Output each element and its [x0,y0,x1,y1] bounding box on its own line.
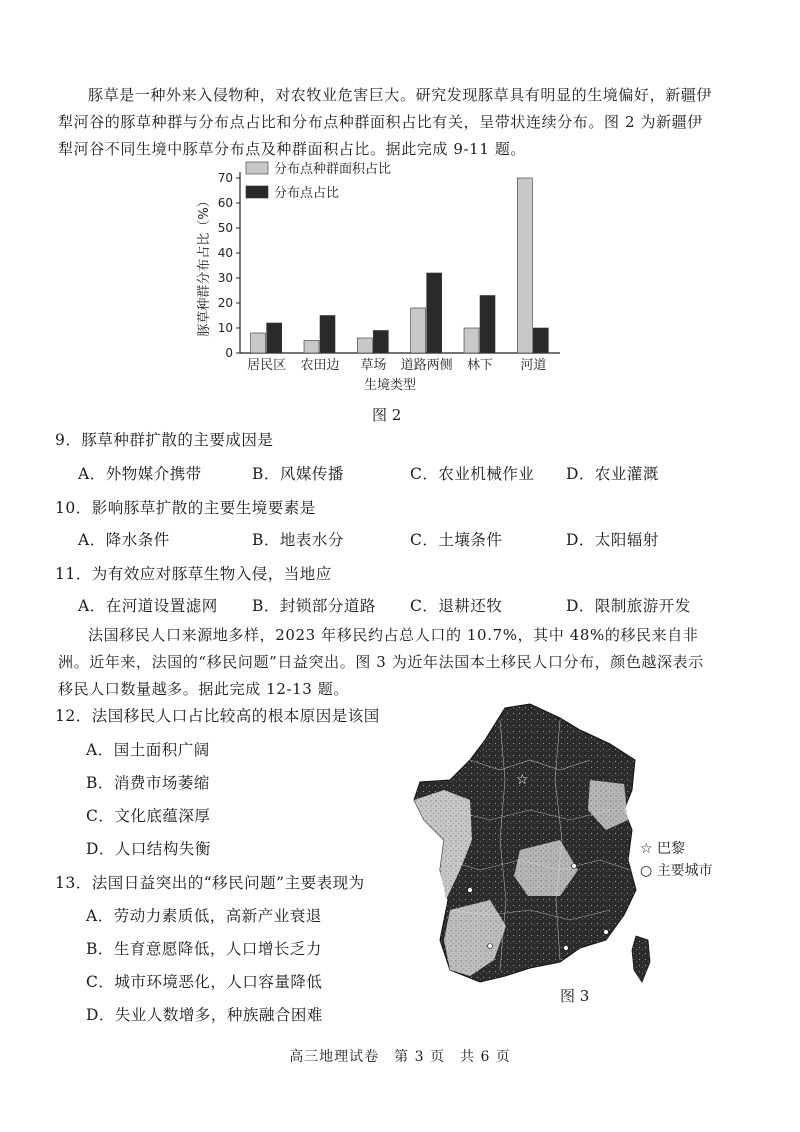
bar-area-share [411,308,426,353]
q10-option-d[interactable]: D．太阳辐射 [566,531,659,549]
q12-option-c[interactable]: C．文化底蕴深厚 [86,807,211,825]
q12-option-d[interactable]: D．人口结构失衡 [86,840,211,858]
page-footer: 高三地理试卷 第 3 页 共 6 页 [289,1049,511,1065]
q11-option-d[interactable]: D．限制旅游开发 [566,597,691,615]
q9-option-a[interactable]: A．外物媒介携带 [78,465,202,483]
figure-3-caption: 图 3 [560,987,590,1005]
question-11-stem: 11．为有效应对豚草生物入侵，当地应 [55,565,332,583]
corsica-shape [632,936,650,982]
question-9-stem: 9．豚草种群扩散的主要成因是 [55,431,274,449]
legend-label: 分布点占比 [274,186,340,201]
q13-option-d[interactable]: D．失业人数增多，种族融合困难 [86,1006,323,1024]
y-tick-label: 10 [217,321,233,335]
city-dot [564,946,569,951]
city-dot [572,864,577,869]
intro-text: 豚草是一种外来入侵物种，对农牧业危害巨大。研究发现豚草具有明显的生境偏好，新疆伊犁河谷的豚草种群与分布点占比和分布点种群面积占比有关，呈带状连续分布。图 2 为新疆伊犁河谷不同生境中豚草分布点及种群面积占比。据此完成 9-11 题。 [58,86,713,158]
bar-area-share [517,178,532,353]
intro-paragraph-ragweed [58,82,718,163]
bar-point-share [533,328,548,353]
bar-point-share [320,316,335,354]
city-dot [468,888,473,893]
ragweed-habitat-bar-chart [190,158,580,398]
bar-point-share [267,323,282,353]
question-12-stem: 12．法国移民人口占比较高的根本原因是该国 [55,707,380,725]
question-10-stem: 10．影响豚草扩散的主要生境要素是 [55,499,316,517]
circle-icon: ○ [640,863,653,879]
q13-option-b[interactable]: B．生育意愿降低，人口增长乏力 [86,940,322,958]
y-axis-title: 豚草种群分布占比（%） [197,194,212,337]
legend-swatch-points [246,186,268,198]
city-dot [488,944,493,949]
x-category-label: 河道 [520,358,547,373]
bar-area-share [464,328,479,353]
x-category-label: 农田边 [300,358,340,373]
q10-option-b[interactable]: B．地表水分 [252,531,344,549]
legend-paris-label: 巴黎 [657,841,686,857]
legend-label: 分布点种群面积占比 [274,162,392,177]
map-legend-paris [640,838,685,858]
q10-option-a[interactable]: A．降水条件 [78,531,170,549]
q12-option-a[interactable]: A．国土面积广阔 [86,741,210,759]
bar-point-share [480,296,495,354]
map-legend-city [640,860,713,880]
x-axis-title: 生境类型 [363,378,417,393]
intro-paragraph-france [58,622,718,703]
q9-option-c[interactable]: C．农业机械作业 [410,465,535,483]
bar-point-share [427,273,442,353]
q13-option-a[interactable]: A．劳动力素质低，高新产业衰退 [86,907,322,925]
q11-option-c[interactable]: C．退耕还牧 [410,597,503,615]
q13-option-c[interactable]: C．城市环境恶化，人口容量降低 [86,973,323,991]
q9-option-d[interactable]: D．农业灌溉 [566,465,659,483]
y-tick-label: 40 [217,246,233,260]
bar-area-share [357,338,372,353]
y-tick-label: 70 [217,171,233,185]
star-icon: ☆ [640,841,653,857]
x-category-label: 林下 [466,358,494,373]
y-tick-label: 20 [217,296,233,310]
y-tick-label: 30 [217,271,233,285]
city-dot [604,930,609,935]
y-tick-label: 60 [217,196,233,210]
legend-swatch-area [246,162,268,174]
q10-option-c[interactable]: C．土壤条件 [410,531,503,549]
intro2-text: 法国移民人口来源地多样，2023 年移民约占总人口的 10.7%，其中 48%的移民来自非洲。近年来，法国的“移民问题”日益突出。图 3 为近年法国本土移民人口分布，颜色越深表示移民人口数量越多。据此完成 12-13 题。 [58,626,704,698]
x-category-label: 居民区 [247,358,287,373]
x-category-label: 道路两侧 [400,358,453,373]
paris-star-icon: ☆ [516,772,529,788]
france-immigrant-map [410,700,660,1010]
legend-city-label: 主要城市 [656,863,713,879]
bar-area-share [251,333,266,353]
y-tick-label: 50 [217,221,233,235]
bar-point-share [373,331,388,354]
q11-option-a[interactable]: A．在河道设置滤网 [78,597,218,615]
x-category-label: 草场 [360,358,387,373]
figure-2-caption: 图 2 [372,406,402,424]
q9-option-b[interactable]: B．风媒传播 [252,465,344,483]
bar-area-share [304,341,319,354]
y-tick-label: 0 [225,346,233,360]
question-13-stem: 13．法国日益突出的“移民问题”主要表现为 [55,874,365,892]
q12-option-b[interactable]: B．消费市场萎缩 [86,774,210,792]
q11-option-b[interactable]: B．封锁部分道路 [252,597,376,615]
